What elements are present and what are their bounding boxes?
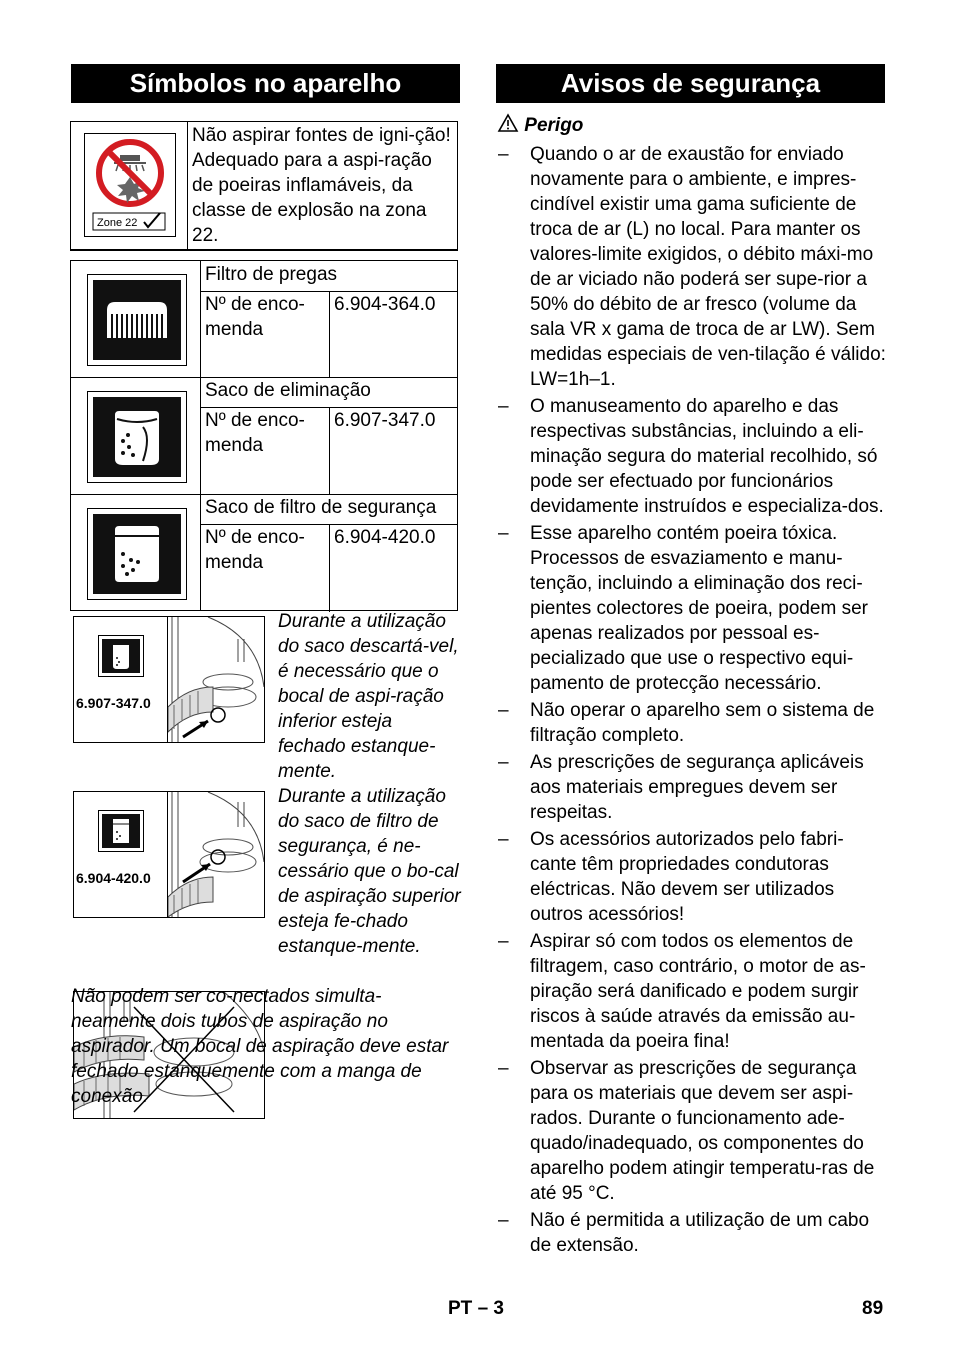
danger-label: Perigo xyxy=(524,115,584,136)
left-section-title: Símbolos no aparelho xyxy=(71,64,460,103)
page-number: 89 xyxy=(862,1298,884,1319)
list-item: – As prescrições de segurança aplicáveis aos materiais empregues devem ser respeitas. xyxy=(497,750,886,825)
figure-caption: Durante a utilização do saco de filtro de segurança, é ne-cessário que o bo-cal de aspiração superior esteja fe-chado estanque-mente. xyxy=(278,786,461,957)
figure-code: 6.907-347.0 xyxy=(76,695,151,711)
no-ignition-zone22-icon xyxy=(84,133,176,237)
figure-safety-bag-nozzle xyxy=(73,791,265,918)
pleated-filter-icon xyxy=(87,274,187,366)
order-label: Nº de enco-menda xyxy=(205,294,305,340)
safety-bag-small-icon xyxy=(98,810,144,852)
accessory-name: Saco de filtro de segurança xyxy=(205,497,437,518)
safety-filter-bag-icon xyxy=(87,508,187,600)
language-code: PT xyxy=(448,1298,473,1319)
figure-disposal-bag-nozzle xyxy=(73,616,265,743)
list-item: – Quando o ar de exaustão for enviado novamente para o ambiente, e impres-cindível existir uma gama suficiente de troca de ar (L) no local. Para manter os valores-limite exigidos, o débito máxi-mo de ar viciado não poderá ser supe-rior a 50% do débito de ar fresco (volume da sala VR x gama de troca de ar LW). Sem medidas especiais de ven-tilação é válido: LW=1h–1. xyxy=(497,142,886,392)
figure-code: 6.904-420.0 xyxy=(76,870,151,886)
safety-list xyxy=(497,142,886,1258)
section-number: 3 xyxy=(493,1298,504,1319)
disposal-bag-small-icon xyxy=(98,635,144,677)
figure-caption: Durante a utilização do saco descartá-vel, é necessário que o bocal de aspi-ração inferior esteja fechado estanque-mente. xyxy=(278,611,459,782)
zone-warning-text: Não aspirar fontes de igni-ção! Adequado para a aspi-ração de poeiras inflamáveis, da classe de explosão na zona 22. xyxy=(192,125,451,246)
order-number: 6.907-347.0 xyxy=(334,410,436,431)
page-section-label xyxy=(448,1298,504,1320)
list-item: – Observar as prescrições de segurança para os materiais que devem ser aspi-rados. Durante o funcionamento ade-quado/inadequado, os componentes do aparelho podem atingir temperatu-ras de até 95 °C. xyxy=(497,1056,886,1206)
warning-triangle-icon xyxy=(497,113,519,133)
disposal-bag-icon xyxy=(87,391,187,483)
list-item: – O manuseamento do aparelho e das respectivas substâncias, incluindo a eli-minação segura do material recolhido, só pode ser efectuado por funcionários devidamente instruídos e especializa-dos. xyxy=(497,394,886,519)
right-section-title: Avisos de segurança xyxy=(496,64,885,103)
order-label: Nº de enco-menda xyxy=(205,410,305,456)
accessory-name: Filtro de pregas xyxy=(205,264,338,285)
list-item: – Esse aparelho contém poeira tóxica. Processos de esvaziamento e manu-tenção, incluindo a eliminação dos reci-pientes colectores de poeira, podem ser apenas realizados por pessoal es-pecializado que use o respectivo equi-pamento de protecção necessário. xyxy=(497,521,886,696)
zone-label: Zone 22 xyxy=(97,217,138,229)
danger-heading xyxy=(497,113,886,142)
zone-warning-box xyxy=(70,121,458,251)
order-label: Nº de enco-menda xyxy=(205,527,305,573)
list-item: – Os acessórios autorizados pelo fabri-cante têm propriedades condutoras eléctricas. Não devem ser utilizados outros acessórios! xyxy=(497,827,886,927)
safety-warnings xyxy=(497,113,886,1260)
order-number: 6.904-420.0 xyxy=(334,527,436,548)
separator: – xyxy=(477,1298,489,1319)
accessories-table xyxy=(70,260,458,611)
list-item: – Aspirar só com todos os elementos de filtragem, caso contrário, o motor de as-piração será danificado e podem surgir riscos à saúde através da emissão au-mentada da poeira fina! xyxy=(497,929,886,1054)
figure3-caption: Não podem ser co-nectados simulta-neamente dois tubos de aspiração no aspirador. Um bocal de aspiração deve estar fechado estanquemente com a manga de conexão. xyxy=(71,986,449,1107)
list-item: – Não é permitida a utilização de um cabo de extensão. xyxy=(497,1208,886,1258)
accessory-name: Saco de eliminação xyxy=(205,380,371,401)
list-item: – Não operar o aparelho sem o sistema de filtração completo. xyxy=(497,698,886,748)
figure3-caption-block xyxy=(71,984,460,1109)
order-number: 6.904-364.0 xyxy=(334,294,436,315)
